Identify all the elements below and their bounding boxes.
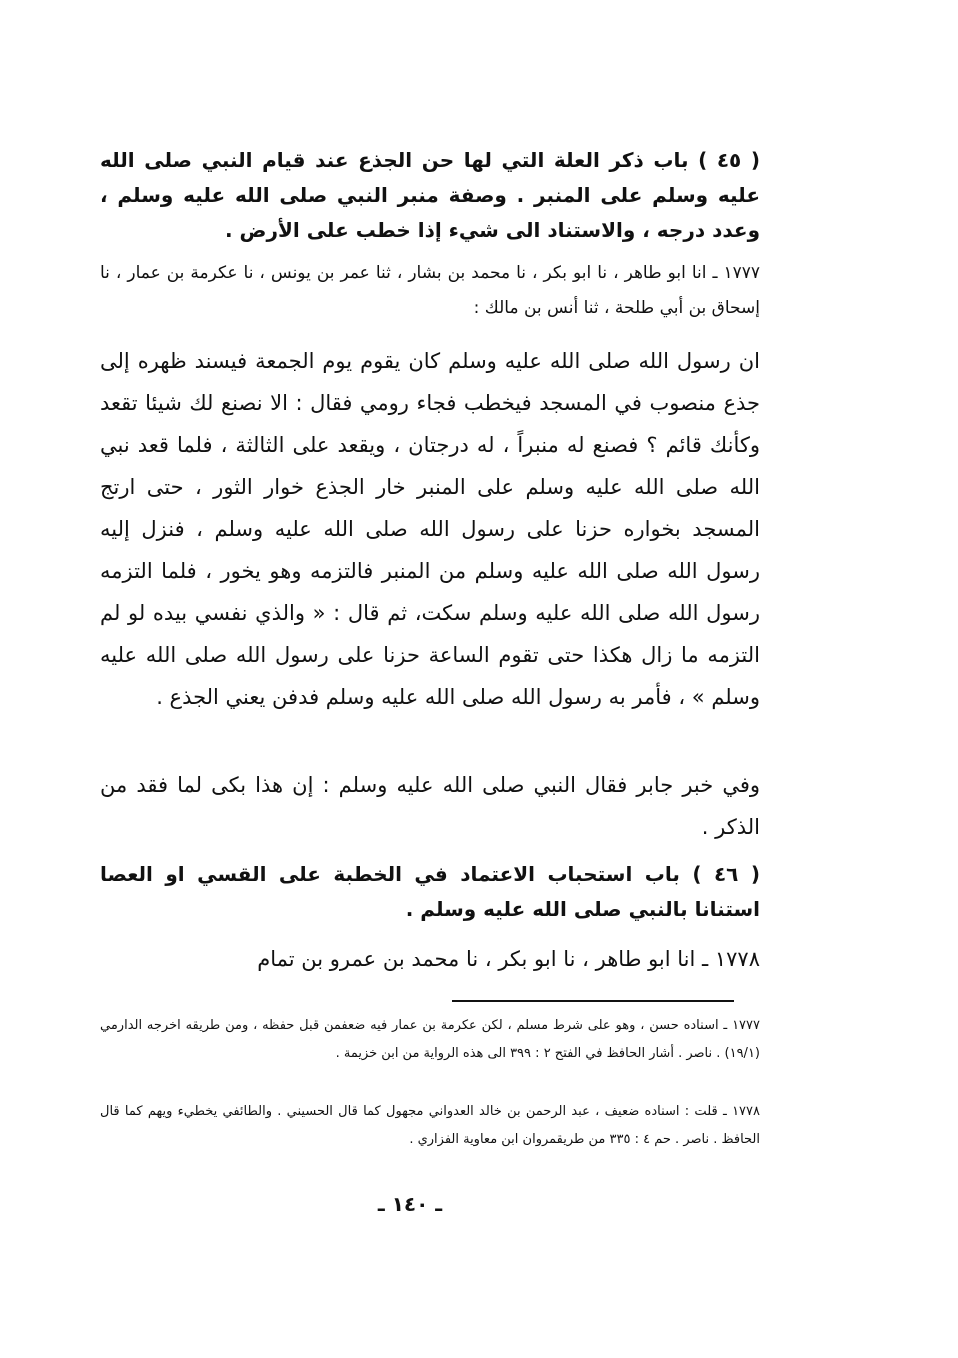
chapter-45-heading bbox=[100, 143, 760, 248]
footnote-divider bbox=[452, 1000, 734, 1002]
chapter-46-heading-text: ( ٤٦ ) باب استحباب الاعتماد في الخطبة على القسي او العصا استنانا بالنبي صلى الله عليه وسلم . bbox=[100, 862, 760, 921]
hadith-1777-body-text: ان رسول الله صلى الله عليه وسلم كان يقوم يوم الجمعة فيسند ظهره إلى جذع منصوب في المسجد فيخطب فجاء رومي فقال : الا نصنع لك شيئا تقعد وكأنك قائم ؟ فصنع له منبراً ، له درجتان ، ويقعد على الثالثة ، فلما قعد نبي الله صلى الله عليه وسلم على المنبر خار الجذع خوار الثور ، حتى ارتج المسجد بخواره حزنا على رسول الله صلى الله عليه وسلم ، فنزل إليه رسول الله صلى الله عليه وسلم من المنبر فالتزمه وهو يخور ، فلما التزمه رسول الله صلى الله عليه وسلم سكت، ثم قال : « والذي نفسي بيده لو لم التزمه ما زال هكذا حتى تقوم الساعة حزنا على رسول الله صلى الله عليه وسلم » ، فأمر به رسول الله صلى الله عليه وسلم فدفن يعني الجذع . bbox=[100, 349, 760, 709]
hadith-1777-body bbox=[100, 340, 760, 718]
hadith-1778-isnad bbox=[100, 938, 760, 980]
footnote-1778-text: ١٧٧٨ ـ قلت : اسناده ضعيف ، عبد الرحمن بن خالد العدواني مجهول كما قال الحسيني . والطائفي يخطيء ويهم كما قال الحافظ . ناصر . حم ٤ : ٣٣٥ من طريقمروان ابن معاوية الفزاري . bbox=[100, 1104, 760, 1147]
hadith-1777-isnad-text: ١٧٧٧ ـ انا ابو طاهر ، نا ابو بكر ، نا محمد بن بشار ، ثنا عمر بن يونس ، نا عكرمة بن عمار ، نا إسحاق بن أبي طلحة ، ثنا أنس بن مالك : bbox=[100, 263, 760, 318]
hadith-1778-isnad-text: ١٧٧٨ ـ انا ابو طاهر ، نا ابو بكر ، نا محمد بن عمرو بن تمام bbox=[257, 947, 760, 971]
chapter-46-heading bbox=[100, 857, 760, 927]
footnote-1778 bbox=[100, 1098, 760, 1154]
hadith-1777-isnad bbox=[100, 256, 760, 326]
chapter-45-heading-text: ( ٤٥ ) باب ذكر العلة التي لها حن الجذع عند قيام النبي صلى الله عليه وسلم على المنبر . وصفة منبر النبي صلى الله عليه وسلم ، وعدد درجه ، والاستناد الى شيء إذا خطب على الأرض . bbox=[100, 148, 760, 242]
jabir-report bbox=[100, 764, 760, 848]
jabir-report-text: وفي خبر جابر فقال النبي صلى الله عليه وسلم : إن هذا بكى لما فقد من الذكر . bbox=[100, 773, 760, 839]
footnote-1777-text: ١٧٧٧ ـ اسناده حسن ، وهو على شرط مسلم ، لكن عكرمة بن عمار فيه ضعفمن قبل حفظه ، ومن طريقه اخرجه الدارمي (١٩/١) . ناصر . أشار الحافظ في الفتح ٢ : ٣٩٩ الى هذه الرواية من ابن خزيمة . bbox=[100, 1018, 760, 1061]
page-number: ـ ١٤٠ ـ bbox=[377, 1192, 443, 1216]
footnote-1777 bbox=[100, 1012, 760, 1068]
